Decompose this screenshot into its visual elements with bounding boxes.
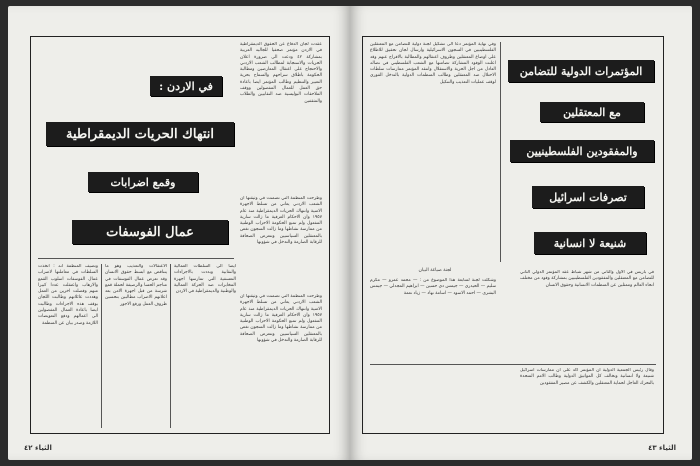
right-page <box>350 6 692 460</box>
magazine-spread <box>8 6 692 460</box>
right-bottom-column-right: في باريس في الاول والثاني من شهر شباط عقد المؤتمر الدولي الثاني للتضامن مع المعتقلين والمفقودين الفلسطينيين بمشاركة وفود من مختلف انحاء العالم وممثلين عن المنظمات الانسانية وحقوق الانسان <box>520 270 654 288</box>
banner-strikes-suppression: وقمع اضرابات <box>88 172 198 192</box>
banner-missing-palestinians: والمفقودين الفلسطينيين <box>510 140 654 162</box>
left-column-divider-2 <box>170 264 171 428</box>
right-name-list: وشكلت لجنة لمتابعة هذا الموضوع من : — محمد عمرو — مكرم سليم — الحيدري — جيمس دي حسين — ابراهيم المجدلي — جيمس البشرى — احمد الاسود — اسامة نهاد — زياد نعمة <box>370 278 496 296</box>
banner-with-detainees: مع المعتقلين <box>540 102 644 122</box>
left-bottom-column-left: وتضيف المنظمة انه : اتخذت السلطات في معاملتها لاضراب عمال الفوسفات اسلوب القمع والارهاب واعتقلت عددا كبيرا منهم وفصلت اخرين من العمل وهددت عائلاتهم وطالبت اللجان بوقف هذه الاجراءات وطالبت ايضا باعادة العمال المفصولين الى اعمالهم ودفع التعويضات اللازمة وصدر بيان عن المنظمة <box>38 264 98 326</box>
right-section-divider <box>370 364 656 365</box>
banner-israel-actions: تصرفات اسرائيل <box>532 186 644 208</box>
banner-freedoms-violation: انتهاك الحريات الديمقراطية <box>46 122 234 146</box>
left-page-number: الثياء ٤٢ <box>24 444 52 452</box>
right-section-caption: لجنة صياغة البيان <box>418 268 452 273</box>
left-bottom-column-right: ايضا الى السلطات العمالية والنقابية ونددت بالاجراءات التعسفية التي تمارسها اجهزة المخابرات ضد الحركة العمالية والوطنية والديمقراطية في الاردن <box>174 264 236 295</box>
left-middle-text-column: وطرحت المنظمة التي تضمنت في وثيقتها ان الشعب الاردني يعاني من تسلط الاجهزة الامنية وانتهاك الحريات الديمقراطية منذ عام ١٩٥٧ وان الاحكام العرفية ما زالت سارية المفعول ولم تمنع الحكومة الاحزاب الوطنية من ممارسة نشاطها وما زالت السجون تغص بالمعتقلين السياسيين وتتعرض الصحافة للرقابة الصارمة والتدخل في شؤونها <box>240 196 322 246</box>
banner-phosphate-workers: عمال الفوسفات <box>72 220 228 244</box>
banner-jordan: في الاردن : <box>150 76 222 96</box>
left-bottom-column-center: الاعتقالات والتعذيب وهو ما يتناقض مع ابسط حقوق الانسان وقد تعرض عمال الفوسفات في مناجم الحسا والرصيفة لحملة قمع شرسة من قبل اجهزة الامن بعد اعلانهم الاضراب مطالبين بتحسين ظروف العمل ورفع الاجور <box>105 264 167 307</box>
left-top-text-column: عقدت لجان الدفاع عن الحقوق الديمقراطية في الاردن مؤتمر صحفيا للجاليه العربية بمشاركة ٤٢ ودعت الى ضرورة اعلان الحريات والاستجابة لمطالب الشعب الاردني والاحتجاج على اعتقال المعارضين ومطالبة الحكومة باطلاق سراحهم والسماح بحرية التعبير والتنظيم وطالب المؤتمر ايضا باعادة حق العمل للعمال المفصولين ووقف الملاحقات البوليسية ضد النقابيين والطلاب والمثقفين <box>240 42 322 104</box>
right-bottom-column-left: وقال رئيس الجمعية الدولية ان المؤتمر اكد على ان ممارسات اسرائيل شنيعة ولا انسانية وتخالف كل المواثيق الدولية وطالب الامم المتحدة بالتحرك العاجل لحماية المعتقلين والكشف عن مصير المفقودين <box>520 368 654 386</box>
right-page-number: الثياء ٤٣ <box>648 444 676 452</box>
right-vertical-divider <box>500 42 501 262</box>
left-bottom-column-far-right: وطرحت المنظمة التي تضمنت في وثيقتها ان الشعب الاردني يعاني من تسلط الاجهزة الامنية وانتهاك الحريات الديمقراطية منذ عام ١٩٥٧ وان الاحكام العرفية ما زالت سارية المفعول ولم تمنع الحكومة الاحزاب الوطنية من ممارسة نشاطها وما زالت السجون تغص بالمعتقلين السياسيين وتتعرض الصحافة للرقابة الصارمة والتدخل في شؤونها <box>240 294 322 344</box>
banner-international-meetings: المؤتمرات الدولية للتضامن <box>508 60 654 82</box>
banner-inhumane: شنيعة لا انسانية <box>534 232 646 254</box>
left-page <box>8 6 350 460</box>
right-top-text-column: وفي نهاية المؤتمر دعا الى تشكيل لجنة دولية للتضامن مع المعتقلين الفلسطينيين في السجون الاسرائيلية وارسال لجان تحقيق للاطلاع على اوضاع المعتقلين وظروف اعتقالهم والمطالبة بالافراج عنهم وقد اعلنت الوفود المشاركة تضامنها مع الشعب الفلسطيني في نضاله العادل من اجل الحرية والاستقلال وانتقد المؤتمر ممارسات سلطات الاحتلال ضد المعتقلين وطالب المنظمات الدولية بالتدخل الفوري لوقف عمليات التعذيب والتنكيل <box>370 42 496 85</box>
left-section-divider <box>38 258 234 259</box>
left-column-divider-1 <box>101 264 102 428</box>
